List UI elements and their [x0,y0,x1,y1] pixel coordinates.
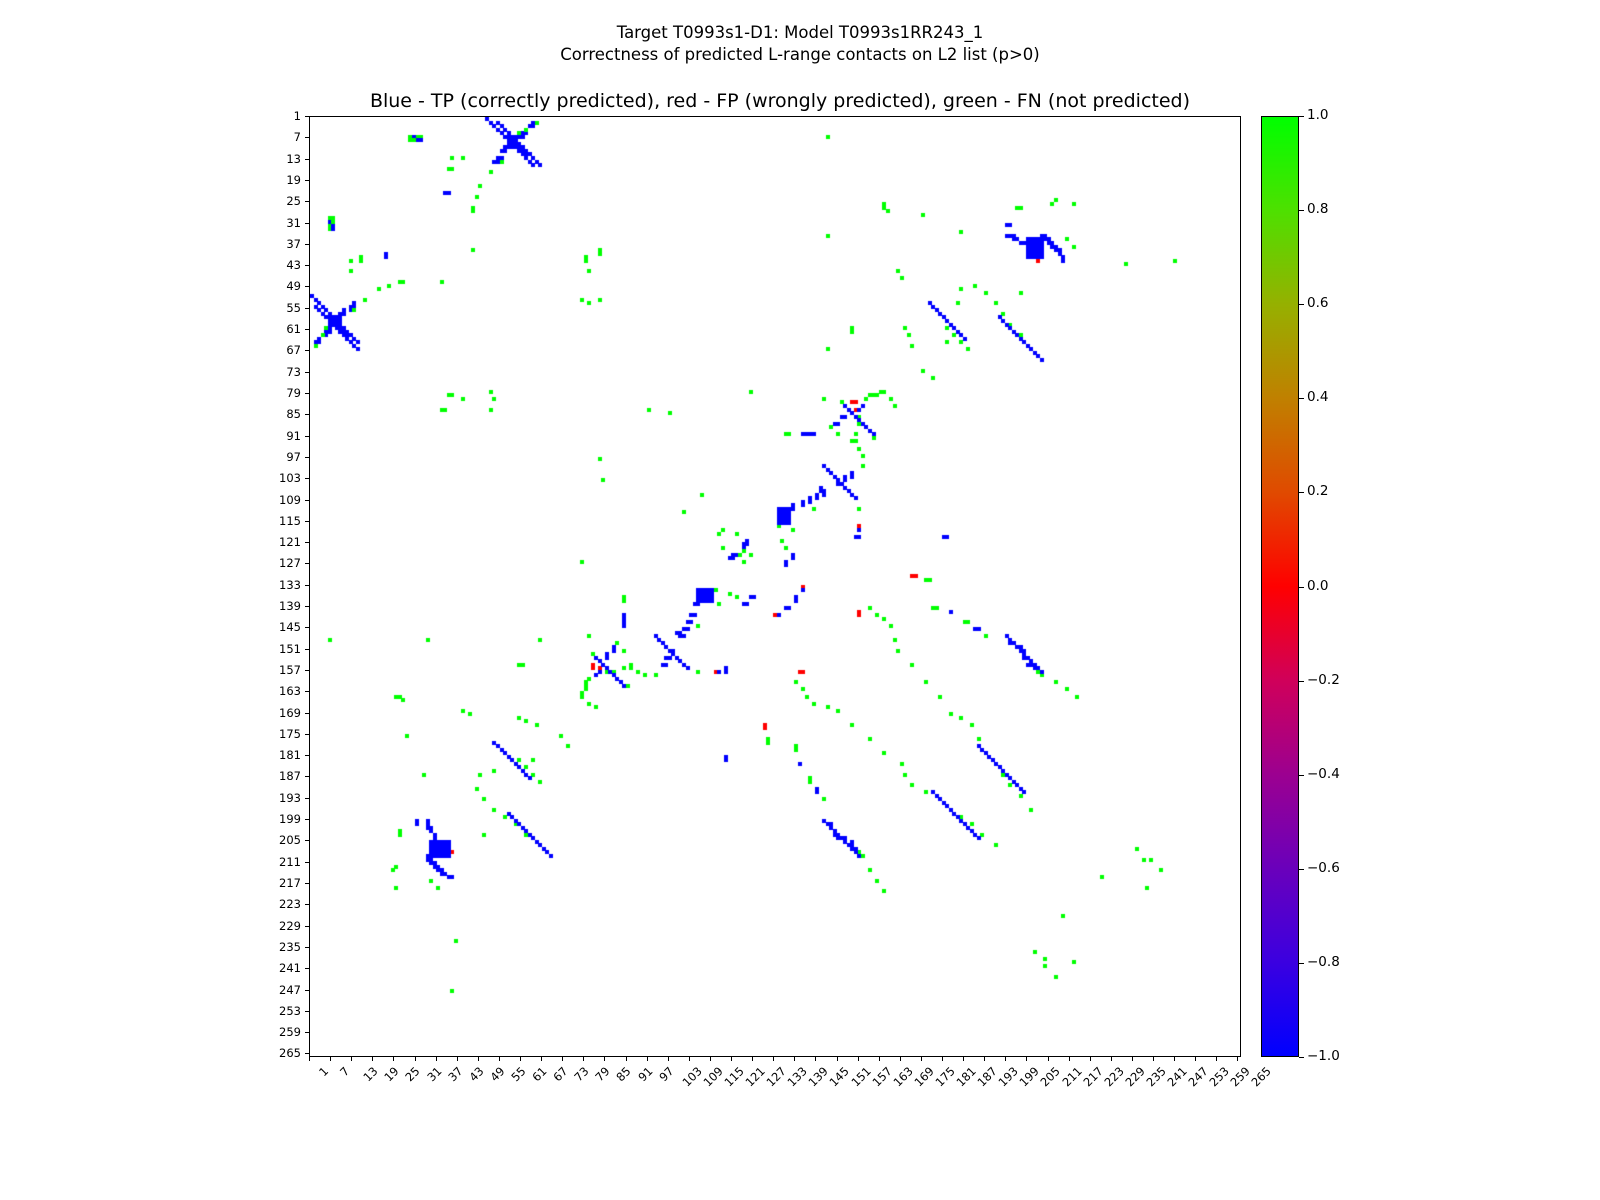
y-axis-tick-label: 169 [279,705,301,720]
colorbar-tick-label: 0.0 [1307,577,1329,594]
y-axis-tick-label: 19 [286,172,301,187]
y-axis-tick-mark [305,627,309,628]
x-axis-tick-label: 145 [826,1064,853,1090]
y-axis-tick-mark [305,1011,309,1012]
y-axis-tick-label: 139 [279,599,301,614]
x-axis-tick-label: 79 [592,1064,613,1085]
x-axis-tick-mark [330,1057,331,1061]
x-axis-tick-mark [879,1057,880,1061]
y-axis-tick-label: 199 [279,812,301,827]
x-axis-tick-label: 247 [1185,1064,1212,1090]
y-axis-tick-label: 175 [279,726,301,741]
x-axis-tick-mark [499,1057,500,1061]
y-axis-tick-label: 91 [286,428,301,443]
y-axis-tick-label: 109 [279,492,301,507]
colorbar-tick-mark [1299,775,1304,776]
x-axis-tick-mark [1026,1057,1027,1061]
x-axis-tick-mark [752,1057,753,1061]
x-axis-tick-label: 169 [911,1064,937,1090]
x-axis-tick-mark [858,1057,859,1061]
colorbar-tick-label: −0.6 [1307,859,1340,876]
y-axis-tick-label: 211 [279,854,301,869]
x-axis-tick-label: 157 [869,1064,895,1090]
y-axis-tick-label: 37 [286,236,301,251]
x-axis-tick-label: 151 [847,1064,874,1090]
y-axis-tick-label: 193 [279,790,301,805]
y-axis-tick-mark [305,159,309,160]
y-axis-tick-mark [305,755,309,756]
y-axis-tick-label: 151 [279,641,301,656]
x-axis-tick-mark [647,1057,648,1061]
colorbar-tick-mark [1299,398,1304,399]
y-axis-tick-label: 133 [279,577,301,592]
y-axis-tick-mark [305,223,309,224]
y-axis-tick-mark [305,1053,309,1054]
y-axis-tick-label: 1 [293,109,301,123]
y-axis-tick-label: 157 [279,662,301,677]
y-axis-tick-label: 223 [279,897,301,912]
colorbar-tick-label: 0.4 [1307,389,1329,406]
x-axis-tick-label: 1 [316,1064,332,1080]
x-axis-tick-label: 31 [423,1064,445,1085]
x-axis-tick-mark [794,1057,795,1061]
y-axis-tick-label: 187 [279,769,301,784]
y-axis-tick-mark [305,500,309,501]
x-axis-tick-mark [773,1057,774,1061]
x-axis-tick-label: 127 [763,1064,789,1090]
y-axis-tick-mark [305,990,309,991]
x-axis-tick-label: 253 [1206,1064,1233,1090]
x-axis-tick-label: 85 [613,1064,634,1085]
x-axis-tick-mark [541,1057,542,1061]
x-axis-tick-label: 211 [1058,1064,1085,1090]
x-axis-tick-label: 109 [700,1064,726,1090]
colorbar-tick-mark [1299,116,1304,117]
y-axis-tick-mark [305,457,309,458]
y-axis-tick-mark [305,776,309,777]
x-axis-tick-label: 115 [721,1064,747,1090]
x-axis-tick-label: 193 [995,1064,1022,1090]
y-axis-tick-mark [305,968,309,969]
y-axis-tick-label: 241 [279,961,301,976]
x-axis-tick-mark [1069,1057,1070,1061]
x-axis-tick-label: 13 [360,1064,381,1085]
x-axis-tick-mark [921,1057,922,1061]
y-axis-tick-label: 31 [286,215,301,230]
x-axis-tick-label: 37 [444,1064,466,1085]
x-axis-tick-label: 235 [1143,1064,1169,1090]
x-axis-tick-label: 217 [1080,1064,1106,1090]
x-axis-tick-mark [562,1057,563,1061]
x-axis-tick-mark [963,1057,964,1061]
colorbar-tick-mark [1299,304,1304,305]
y-axis-tick-mark [305,713,309,714]
x-axis-tick-mark [520,1057,521,1061]
x-axis-tick-label: 55 [508,1064,529,1085]
y-axis-tick-label: 259 [279,1025,301,1040]
x-axis-tick-label: 91 [634,1064,656,1085]
y-axis-tick-mark [305,244,309,245]
y-axis-tick-label: 67 [286,343,301,358]
x-axis-tick-label: 73 [571,1064,592,1085]
colorbar [1261,116,1299,1057]
y-axis-tick-label: 163 [279,684,301,699]
x-axis-tick-mark [1132,1057,1133,1061]
y-axis-tick-mark [305,819,309,820]
y-axis-tick-mark [305,670,309,671]
y-axis-tick-mark [305,329,309,330]
y-axis-tick-mark [305,180,309,181]
y-axis-tick-mark [305,563,309,564]
x-axis-tick-mark [372,1057,373,1061]
y-axis-tick-mark [305,947,309,948]
colorbar-tick-mark [1299,869,1304,870]
y-axis-tick-label: 217 [279,876,301,890]
x-axis-tick-label: 181 [953,1064,979,1090]
colorbar-tick-mark [1299,587,1304,588]
x-axis-tick-label: 265 [1248,1064,1275,1090]
x-axis-tick-mark [1153,1057,1154,1061]
x-axis-tick-label: 205 [1037,1064,1064,1090]
y-axis-tick-mark [305,542,309,543]
y-axis-tick-mark [305,862,309,863]
x-axis-tick-mark [1048,1057,1049,1061]
colorbar-tick-label: −1.0 [1307,1048,1340,1064]
x-axis-tick-mark [942,1057,943,1061]
y-axis-tick-label: 145 [279,620,301,635]
x-axis-tick-mark [1174,1057,1175,1061]
title-line-2: Correctness of predicted L-range contacts on L2 list (p>0) [560,45,1040,64]
x-axis-tick-mark [351,1057,352,1061]
x-axis-tick-label: 133 [784,1064,811,1090]
y-axis-tick-mark [305,585,309,586]
y-axis-tick-mark [305,372,309,373]
x-axis-tick-label: 175 [932,1064,958,1090]
colorbar-tick-mark [1299,210,1304,211]
y-axis-tick-label: 85 [286,407,301,422]
colorbar-tick-mark [1299,1057,1304,1058]
x-axis-tick-label: 19 [381,1064,402,1085]
y-axis-tick-mark [305,350,309,351]
y-axis-tick-label: 247 [279,982,301,997]
x-axis-tick-label: 241 [1164,1064,1190,1090]
x-axis-tick-mark [457,1057,458,1061]
y-axis-tick-mark [305,414,309,415]
x-axis-tick-label: 199 [1016,1064,1043,1090]
y-axis-tick-label: 181 [279,748,301,763]
x-axis-tick-mark [1195,1057,1196,1061]
contact-map-plot[interactable] [309,116,1241,1057]
x-axis-tick-label: 61 [529,1064,550,1085]
y-axis-tick-label: 13 [286,151,301,166]
x-axis-tick-label: 139 [805,1064,832,1090]
x-axis-tick-mark [626,1057,627,1061]
x-axis-tick-label: 259 [1227,1064,1254,1090]
x-axis-tick-mark [984,1057,985,1061]
y-axis-tick-label: 265 [279,1046,301,1061]
x-axis-tick-mark [478,1057,479,1061]
figure-title [0,22,1600,66]
x-axis-tick-mark [583,1057,584,1061]
x-axis-tick-label: 121 [742,1064,768,1090]
y-axis-tick-mark [305,436,309,437]
x-axis-tick-mark [668,1057,669,1061]
y-axis-tick-label: 229 [279,918,301,933]
y-axis-tick-mark [305,286,309,287]
x-axis-tick-label: 103 [679,1064,705,1090]
colorbar-tick-mark [1299,681,1304,682]
y-axis-tick-mark [305,393,309,394]
y-axis-tick-label: 25 [286,194,301,209]
y-axis-tick-mark [305,649,309,650]
x-axis-tick-label: 43 [465,1064,487,1085]
colorbar-tick-label: 1.0 [1307,107,1329,123]
contact-matrix-canvas[interactable] [310,117,1240,1056]
y-axis-tick-label: 7 [293,130,301,145]
y-axis-tick-mark [305,734,309,735]
x-axis-tick-label: 163 [890,1064,916,1090]
x-axis-tick-mark [1111,1057,1112,1061]
y-axis-tick-label: 97 [286,449,301,464]
title-line-1: Target T0993s1-D1: Model T0993s1RR243_1 [616,23,984,42]
y-axis-tick-label: 103 [279,471,301,486]
y-axis-tick-mark [305,478,309,479]
y-axis-tick-label: 61 [286,322,301,337]
x-axis-tick-mark [900,1057,901,1061]
x-axis-tick-mark [815,1057,816,1061]
x-axis-tick-mark [1216,1057,1217,1061]
x-axis-tick-mark [393,1057,394,1061]
colorbar-tick-mark [1299,963,1304,964]
colorbar-tick-label: 0.2 [1307,483,1329,500]
colorbar-tick-mark [1299,492,1304,493]
y-axis-tick-label: 73 [286,364,301,379]
x-axis-tick-mark [710,1057,711,1061]
y-axis-tick-mark [305,691,309,692]
y-axis-tick-label: 115 [279,513,301,528]
y-axis-tick-mark [305,606,309,607]
x-axis-tick-mark [689,1057,690,1061]
y-axis-tick-mark [305,883,309,884]
x-axis-tick-label: 67 [550,1064,571,1085]
y-axis-tick-mark [305,308,309,309]
x-axis-tick-mark [415,1057,416,1061]
y-axis-tick-mark [305,265,309,266]
y-axis-tick-mark [305,926,309,927]
y-axis-tick-label: 205 [279,833,301,848]
x-axis-tick-mark [604,1057,605,1061]
colorbar-tick-label: −0.8 [1307,953,1340,970]
y-axis-tick-label: 121 [279,535,301,550]
y-axis-tick-mark [305,201,309,202]
x-axis-tick-mark [731,1057,732,1061]
y-axis-tick-mark [305,1032,309,1033]
y-axis-tick-label: 49 [286,279,301,294]
y-axis-tick-mark [305,840,309,841]
y-axis-tick-mark [305,521,309,522]
x-axis-tick-label: 25 [402,1064,423,1085]
x-axis-tick-label: 49 [487,1064,508,1085]
x-axis-tick-label: 229 [1122,1064,1148,1090]
legend-caption-text: Blue - TP (correctly predicted), red - FP (wrongly predicted), green - FN (not predicted) [369,90,1191,112]
y-axis-tick-label: 127 [279,556,301,571]
y-axis-tick-mark [305,798,309,799]
x-axis-tick-label: 223 [1101,1064,1127,1090]
y-axis-tick-label: 79 [286,385,301,400]
x-axis-tick-mark [1005,1057,1006,1061]
y-axis-tick-label: 235 [279,939,301,954]
y-axis-tick-mark [305,137,309,138]
y-axis-tick-label: 253 [279,1003,301,1018]
colorbar-tick-label: −0.2 [1307,671,1340,688]
x-axis-tick-label: 97 [655,1064,677,1085]
y-axis-tick-label: 43 [286,258,301,273]
x-axis-tick-mark [1090,1057,1091,1061]
y-axis-tick-mark [305,116,309,117]
x-axis-tick-mark [1237,1057,1238,1061]
x-axis-tick-label: 7 [337,1064,353,1080]
x-axis-tick-mark [436,1057,437,1061]
y-axis-tick-label: 55 [286,300,301,315]
x-axis-tick-mark [309,1057,310,1061]
colorbar-tick-label: 0.8 [1307,201,1329,218]
x-axis-tick-label: 187 [974,1064,1001,1090]
x-axis-tick-mark [837,1057,838,1061]
legend-caption [310,90,1250,112]
y-axis-tick-mark [305,904,309,905]
colorbar-tick-label: −0.4 [1307,765,1340,782]
colorbar-tick-label: 0.6 [1307,295,1329,312]
